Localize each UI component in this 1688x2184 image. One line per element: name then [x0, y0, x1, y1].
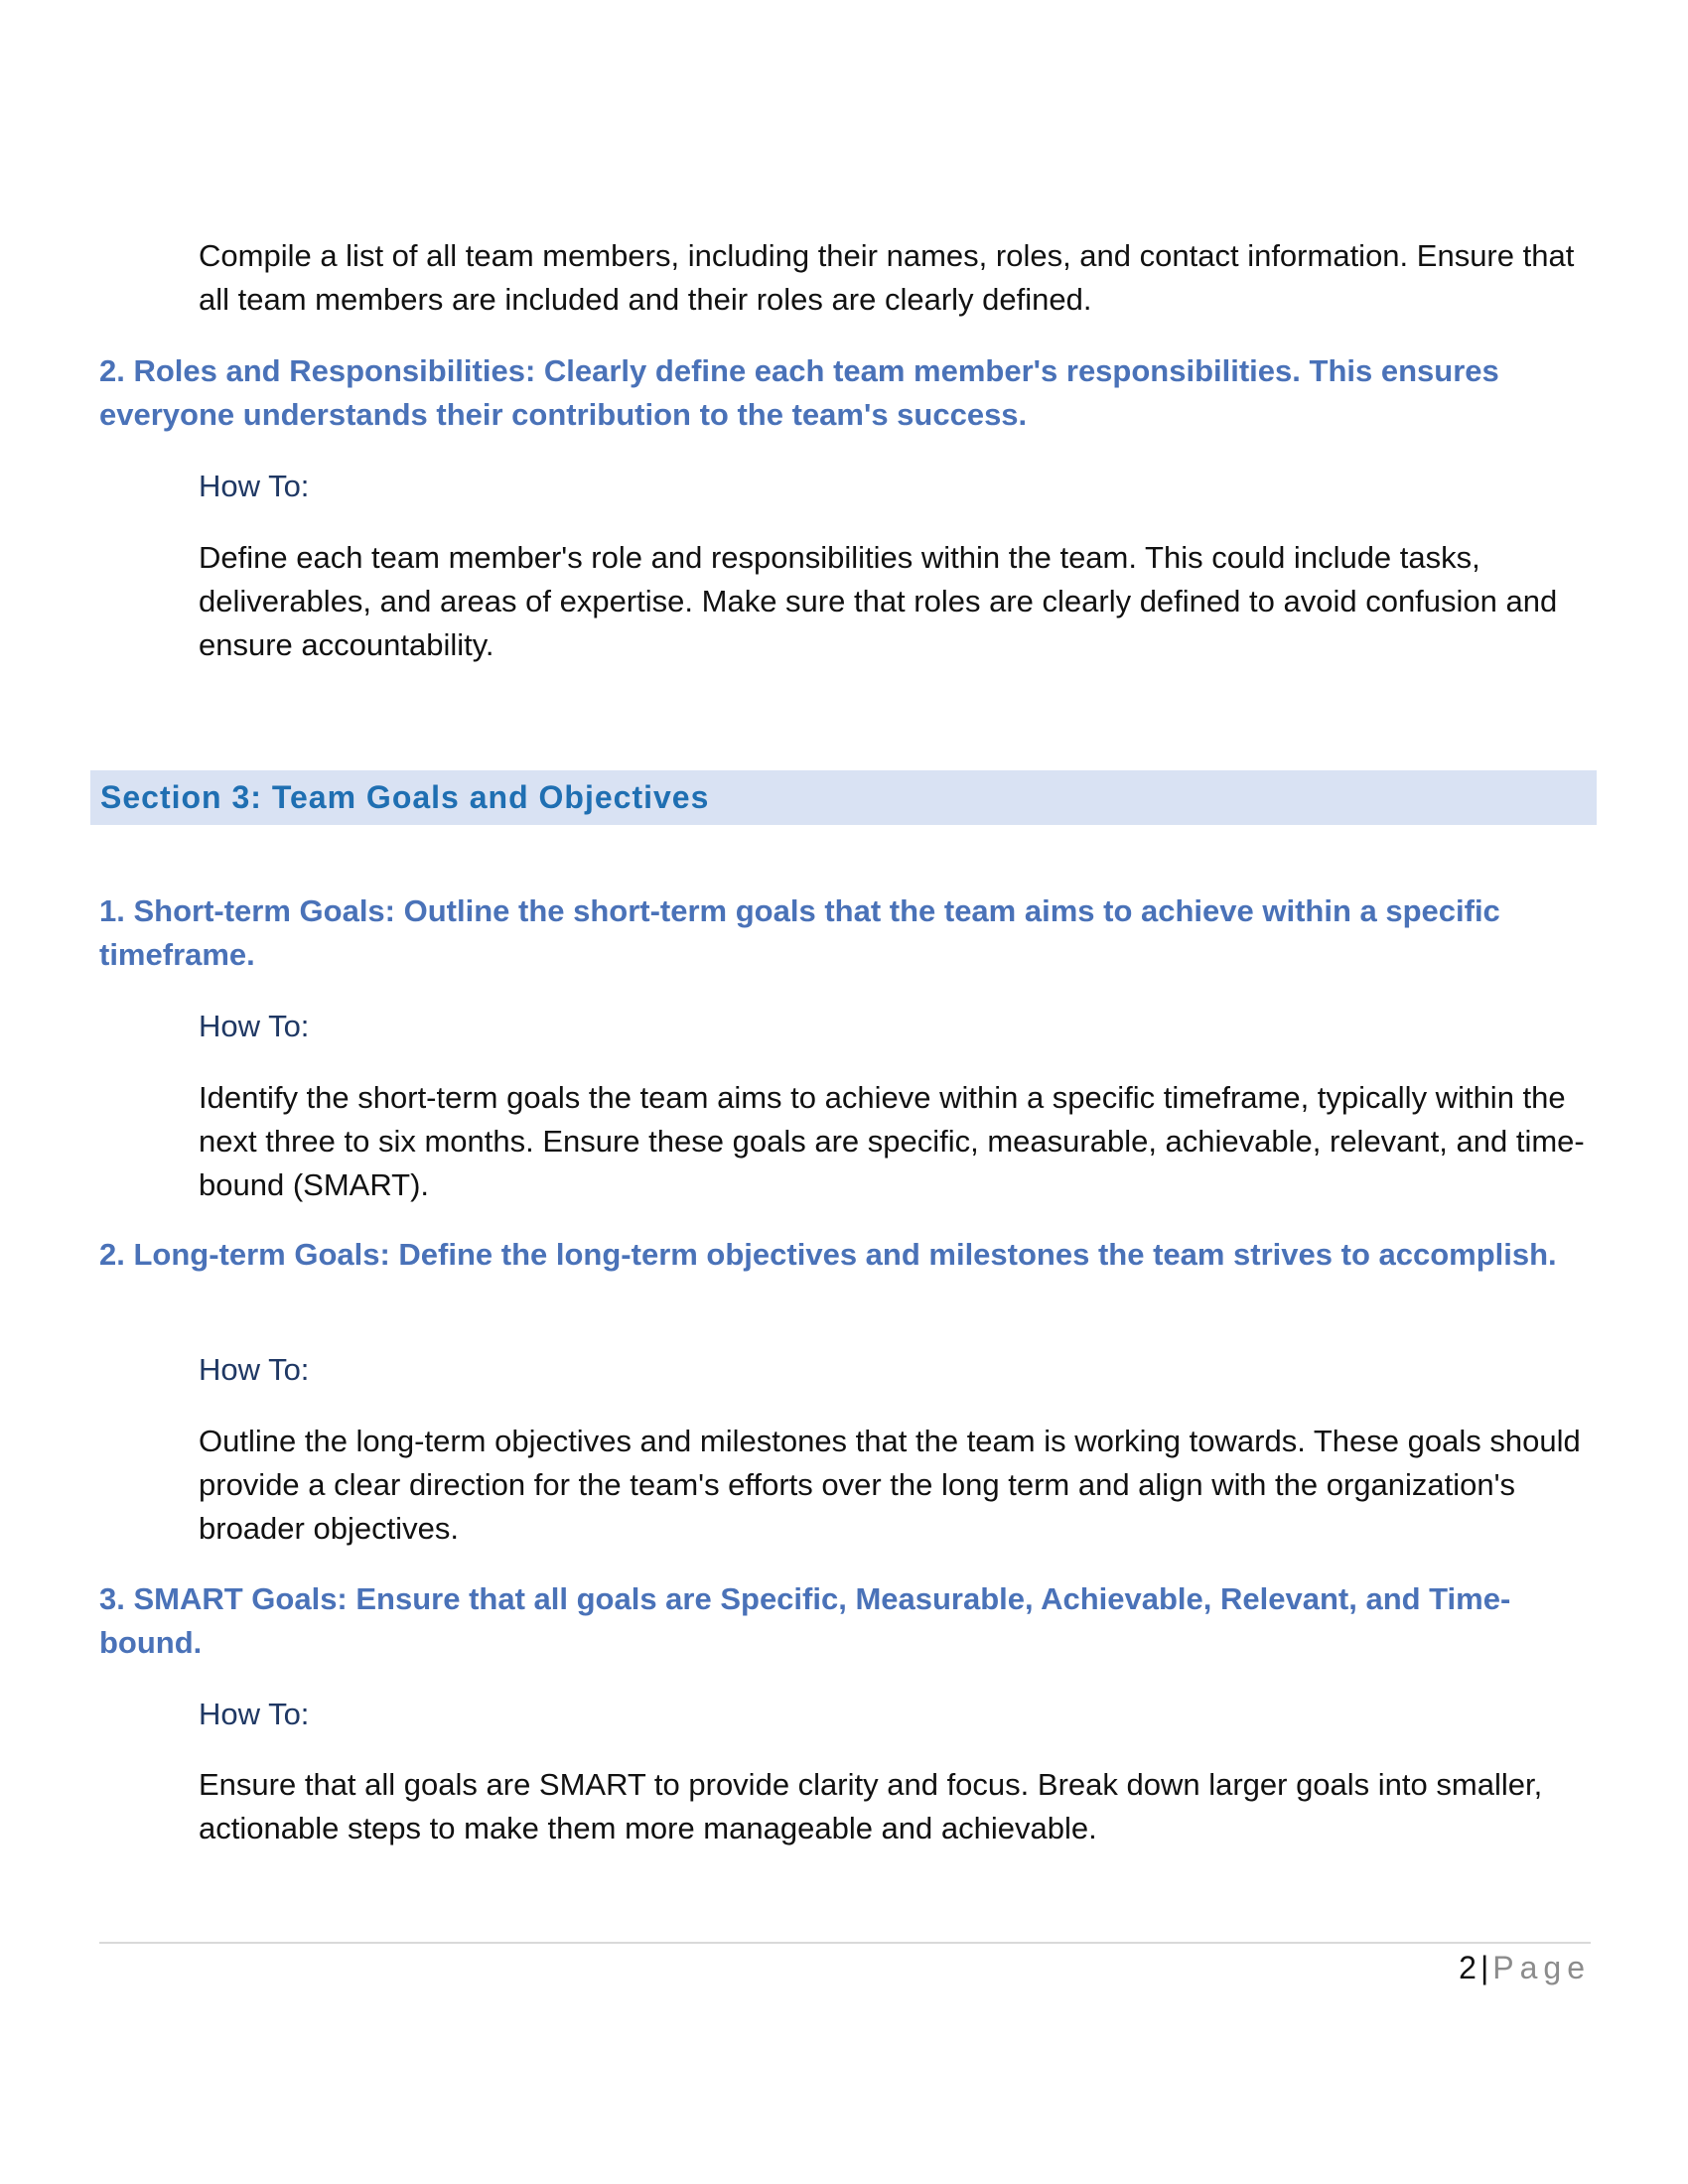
section-3-title: Section 3: Team Goals and Objectives: [100, 779, 710, 815]
roles-body: Define each team member's role and responsibilities within the team. This could include tasks, deliverables, and areas of expertise. Make sure that roles are clearly defined to avoid confusion and ensure accountability.: [199, 540, 1558, 662]
roles-heading: 2. Roles and Responsibilities: Clearly define each team member's responsibilities. This ensures everyone understands their contribution to the team's success.: [99, 353, 1499, 432]
section-3-header-bar: [90, 770, 1597, 825]
footer-divider: [99, 1942, 1591, 1944]
long-term-goals-heading: 2. Long-term Goals: Define the long-term objectives and milestones the team strives to accomplish.: [99, 1237, 1557, 1272]
short-term-goals-howto-label: How To:: [199, 1009, 310, 1043]
smart-goals-body: Ensure that all goals are SMART to provide clarity and focus. Break down larger goals into smaller, actionable steps to make them more manageable and achievable.: [199, 1767, 1543, 1845]
page-word: Page: [1492, 1950, 1591, 1985]
short-term-goals-heading: 1. Short-term Goals: Outline the short-term goals that the team aims to achieve within a specific timeframe.: [99, 893, 1500, 972]
short-term-goals-body: Identify the short-term goals the team aims to achieve within a specific timeframe, typically within the next three to six months. Ensure these goals are specific, measurable, achievable, relevant, and time-bound (SMART).: [199, 1080, 1585, 1202]
page-number: 2: [1459, 1950, 1477, 1985]
long-term-goals-body: Outline the long-term objectives and milestones that the team is working towards. These goals should provide a clear direction for the team's efforts over the long term and align with the organization's broader objectives.: [199, 1424, 1581, 1546]
roles-howto-label: How To:: [199, 469, 310, 503]
intro-paragraph: Compile a list of all team members, including their names, roles, and contact information. Ensure that all team members are included and their roles are clearly defined.: [199, 238, 1575, 317]
long-term-goals-howto-label: How To:: [199, 1352, 310, 1387]
page-separator: |: [1479, 1950, 1489, 1985]
smart-goals-heading: 3. SMART Goals: Ensure that all goals are Specific, Measurable, Achievable, Relevant, and Time-bound.: [99, 1581, 1511, 1660]
page-footer: [1459, 1946, 1591, 1989]
smart-goals-howto-label: How To:: [199, 1697, 310, 1731]
